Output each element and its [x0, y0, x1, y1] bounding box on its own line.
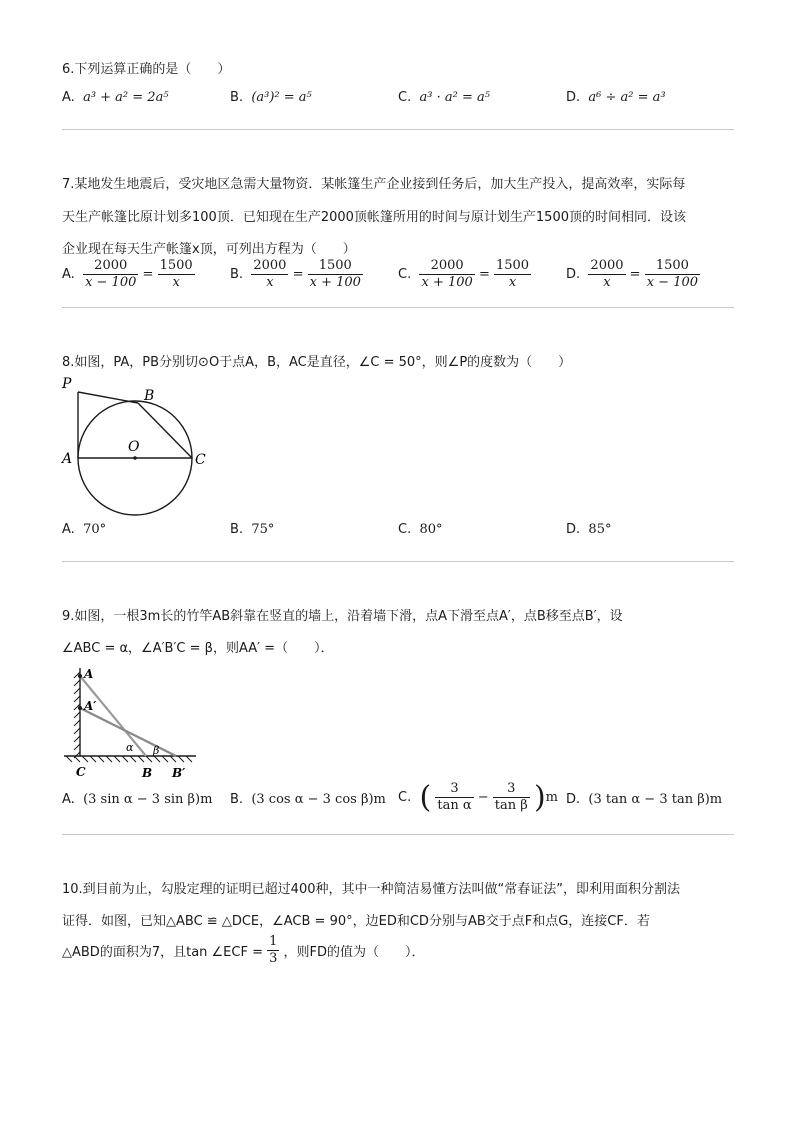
label-beta: β [153, 744, 160, 757]
q8-stem: 8.如图，PA，PB分别切⊙O于点A，B，AC是直径，∠C = 50°，则∠P的度数为（ ） [62, 355, 572, 370]
q6-stem: 6.下列运算正确的是（ ） [62, 62, 231, 77]
q9-option-a: A. (3 sin α − 3 sin β)m [62, 792, 213, 807]
label-a: A [84, 667, 94, 681]
q9-option-b: B. (3 cos α − 3 cos β)m [230, 792, 386, 807]
q10-stem-line2: 证得．如图，已知△ABC ≌ △DCE，∠ACB = 90°，边ED和CD分别与AB交于点F和点G，连接CF．若 [62, 914, 650, 929]
q8-option-a: A. 70° [62, 522, 107, 537]
label-c: C [76, 765, 86, 779]
q7-stem-line3: 企业现在每天生产帐篷x顶，可列出方程为（ ） [62, 242, 356, 257]
divider [62, 129, 734, 130]
q8-option-c: C. 80° [398, 522, 443, 537]
q10-stem-line1: 10.到目前为止，勾股定理的证明已超过400种，其中一种简洁易懂方法叫做“常春证法”，即利用面积分割法 [62, 882, 680, 897]
label-c: C [195, 452, 206, 468]
q8-option-b: B. 75° [230, 522, 275, 537]
q9-stem-line2: ∠ABC = α，∠A′B′C = β，则AA′ =（ ）． [62, 641, 334, 656]
q9-stem-line1: 9.如图，一根3m长的竹竿AB斜靠在竖直的墙上，沿着墙下滑，点A下滑至点A′，点B移至点B′，设 [62, 609, 623, 624]
divider [62, 834, 734, 835]
label-o: O [128, 439, 140, 455]
label-a: A [62, 451, 73, 467]
label-b: B [142, 766, 153, 780]
q7-option-b: B. $\frac{2000}{x}$ = $\frac{1500}{x + 100}$ [230, 258, 361, 290]
q9-option-d: D. (3 tan α − 3 tan β)m [566, 792, 723, 807]
q6-option-b: B. (a³)² = a⁵ [230, 90, 312, 105]
q7-option-c: C. $\frac{2000}{x + 100}$ = $\frac{1500}{x}$ [398, 258, 530, 290]
divider [62, 307, 734, 308]
label-b-prime: B′ [172, 766, 186, 780]
q7-stem-line1: 7.某地发生地震后，受灾地区急需大量物资．某帐篷生产企业接到任务后，加大生产投入，提高效率，实际每 [62, 177, 686, 192]
q6-option-d: D. a⁶ ÷ a² = a³ [566, 90, 666, 105]
q8-option-d: D. 85° [566, 522, 612, 537]
q7-stem-line2: 天生产帐篷比原计划多100顶．已知现在生产2000顶帐篷所用的时间与原计划生产1500顶的时间相同．设该 [62, 210, 686, 225]
q6-option-c: C. a³ · a² = a⁵ [398, 90, 490, 105]
q10-stem-line3: △ABD的面积为7，且tan ∠ECF = $\frac{1}{3}$ ，则FD的值为（ ）． [62, 934, 425, 966]
label-a-prime: A′ [84, 699, 97, 713]
divider [62, 561, 734, 562]
q7-option-d: D. $\frac{2000}{x}$ = $\frac{1500}{x - 100}$ [566, 258, 699, 290]
q9-option-c: C. ( $\frac{3}{\text{tan α}}$ − $\frac{3}{\text{tan β}}$ )m [398, 780, 558, 815]
q7-option-a: A. $\frac{2000}{x - 100}$ = $\frac{1500}{x}$ [62, 258, 193, 290]
q9-ladder-figure [58, 662, 200, 782]
label-b: B [144, 388, 155, 404]
label-alpha: α [126, 741, 134, 754]
q8-circle-tangent-figure [58, 372, 218, 518]
label-p: P [62, 376, 72, 392]
q6-option-a: A. a³ + a² = 2a⁵ [62, 90, 169, 105]
